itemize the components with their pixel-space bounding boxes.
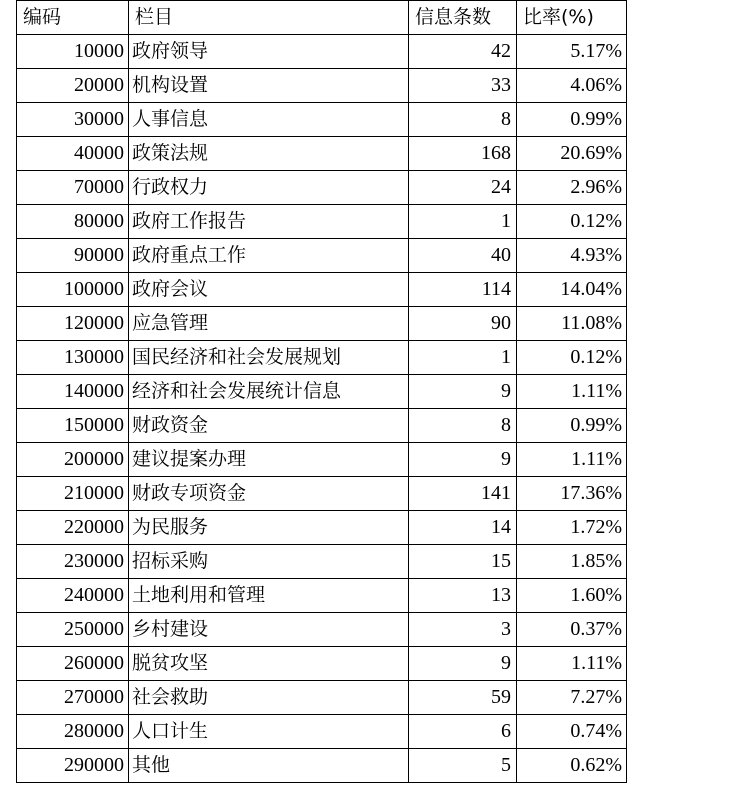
table-row [17,137,627,171]
cell-count: 114 [409,273,517,307]
cell-name: 脱贫攻坚 [129,647,409,681]
cell-name: 为民服务 [129,511,409,545]
table-row [17,69,627,103]
cell-code: 290000 [17,749,129,783]
cell-code: 80000 [17,205,129,239]
cell-name: 建议提案办理 [129,443,409,477]
cell-count: 1 [409,205,517,239]
table-row [17,239,627,273]
cell-code: 30000 [17,103,129,137]
cell-count: 9 [409,647,517,681]
cell-count: 6 [409,715,517,749]
cell-count: 33 [409,69,517,103]
cell-name: 人事信息 [129,103,409,137]
cell-count: 1 [409,341,517,375]
cell-pct: 0.74% [517,715,627,749]
cell-name: 财政专项资金 [129,477,409,511]
cell-code: 210000 [17,477,129,511]
cell-code: 70000 [17,171,129,205]
cell-code: 90000 [17,239,129,273]
cell-name: 经济和社会发展统计信息 [129,375,409,409]
cell-code: 230000 [17,545,129,579]
cell-name: 国民经济和社会发展规划 [129,341,409,375]
cell-code: 270000 [17,681,129,715]
cell-count: 8 [409,409,517,443]
cell-pct: 20.69% [517,137,627,171]
cell-pct: 0.12% [517,341,627,375]
table-row [17,205,627,239]
cell-pct: 1.11% [517,375,627,409]
cell-name: 政府重点工作 [129,239,409,273]
info-statistics-table-container [16,0,627,783]
header-code: 编码 [17,1,129,35]
table-row [17,477,627,511]
cell-code: 150000 [17,409,129,443]
cell-name: 招标采购 [129,545,409,579]
table-body [17,35,627,783]
cell-code: 220000 [17,511,129,545]
cell-code: 40000 [17,137,129,171]
cell-pct: 5.17% [517,35,627,69]
table-row [17,307,627,341]
table-row [17,341,627,375]
table-row [17,545,627,579]
table-row [17,647,627,681]
table-row [17,409,627,443]
cell-pct: 1.85% [517,545,627,579]
cell-count: 90 [409,307,517,341]
header-count: 信息条数 [409,1,517,35]
cell-code: 250000 [17,613,129,647]
cell-pct: 0.99% [517,409,627,443]
cell-name: 政府领导 [129,35,409,69]
cell-code: 130000 [17,341,129,375]
cell-pct: 11.08% [517,307,627,341]
cell-pct: 0.62% [517,749,627,783]
cell-code: 20000 [17,69,129,103]
table-row [17,579,627,613]
cell-name: 社会救助 [129,681,409,715]
cell-count: 42 [409,35,517,69]
table-row [17,273,627,307]
cell-count: 3 [409,613,517,647]
cell-name: 政策法规 [129,137,409,171]
cell-pct: 1.60% [517,579,627,613]
cell-count: 141 [409,477,517,511]
cell-code: 140000 [17,375,129,409]
cell-name: 机构设置 [129,69,409,103]
cell-pct: 14.04% [517,273,627,307]
cell-pct: 0.37% [517,613,627,647]
cell-name: 人口计生 [129,715,409,749]
cell-count: 8 [409,103,517,137]
table-row [17,171,627,205]
cell-code: 280000 [17,715,129,749]
info-statistics-table [16,0,627,783]
table-row [17,613,627,647]
table-row [17,749,627,783]
table-row [17,35,627,69]
cell-code: 120000 [17,307,129,341]
cell-name: 其他 [129,749,409,783]
cell-pct: 0.99% [517,103,627,137]
table-row [17,375,627,409]
cell-pct: 17.36% [517,477,627,511]
cell-count: 59 [409,681,517,715]
cell-count: 9 [409,443,517,477]
cell-pct: 0.12% [517,205,627,239]
table-row [17,103,627,137]
cell-count: 5 [409,749,517,783]
table-row [17,511,627,545]
cell-count: 13 [409,579,517,613]
cell-name: 行政权力 [129,171,409,205]
cell-code: 10000 [17,35,129,69]
cell-count: 15 [409,545,517,579]
cell-name: 应急管理 [129,307,409,341]
cell-code: 200000 [17,443,129,477]
cell-code: 260000 [17,647,129,681]
cell-name: 财政资金 [129,409,409,443]
header-pct: 比率(%) [517,1,627,35]
header-name: 栏目 [129,1,409,35]
cell-name: 政府工作报告 [129,205,409,239]
cell-pct: 7.27% [517,681,627,715]
cell-count: 9 [409,375,517,409]
table-header-row [17,1,627,35]
cell-pct: 2.96% [517,171,627,205]
cell-count: 40 [409,239,517,273]
cell-count: 168 [409,137,517,171]
cell-pct: 4.93% [517,239,627,273]
cell-code: 240000 [17,579,129,613]
cell-pct: 1.11% [517,647,627,681]
table-row [17,715,627,749]
cell-pct: 1.72% [517,511,627,545]
cell-code: 100000 [17,273,129,307]
cell-pct: 1.11% [517,443,627,477]
cell-name: 政府会议 [129,273,409,307]
cell-name: 乡村建设 [129,613,409,647]
cell-count: 24 [409,171,517,205]
table-row [17,443,627,477]
cell-name: 土地利用和管理 [129,579,409,613]
cell-pct: 4.06% [517,69,627,103]
cell-count: 14 [409,511,517,545]
table-row [17,681,627,715]
